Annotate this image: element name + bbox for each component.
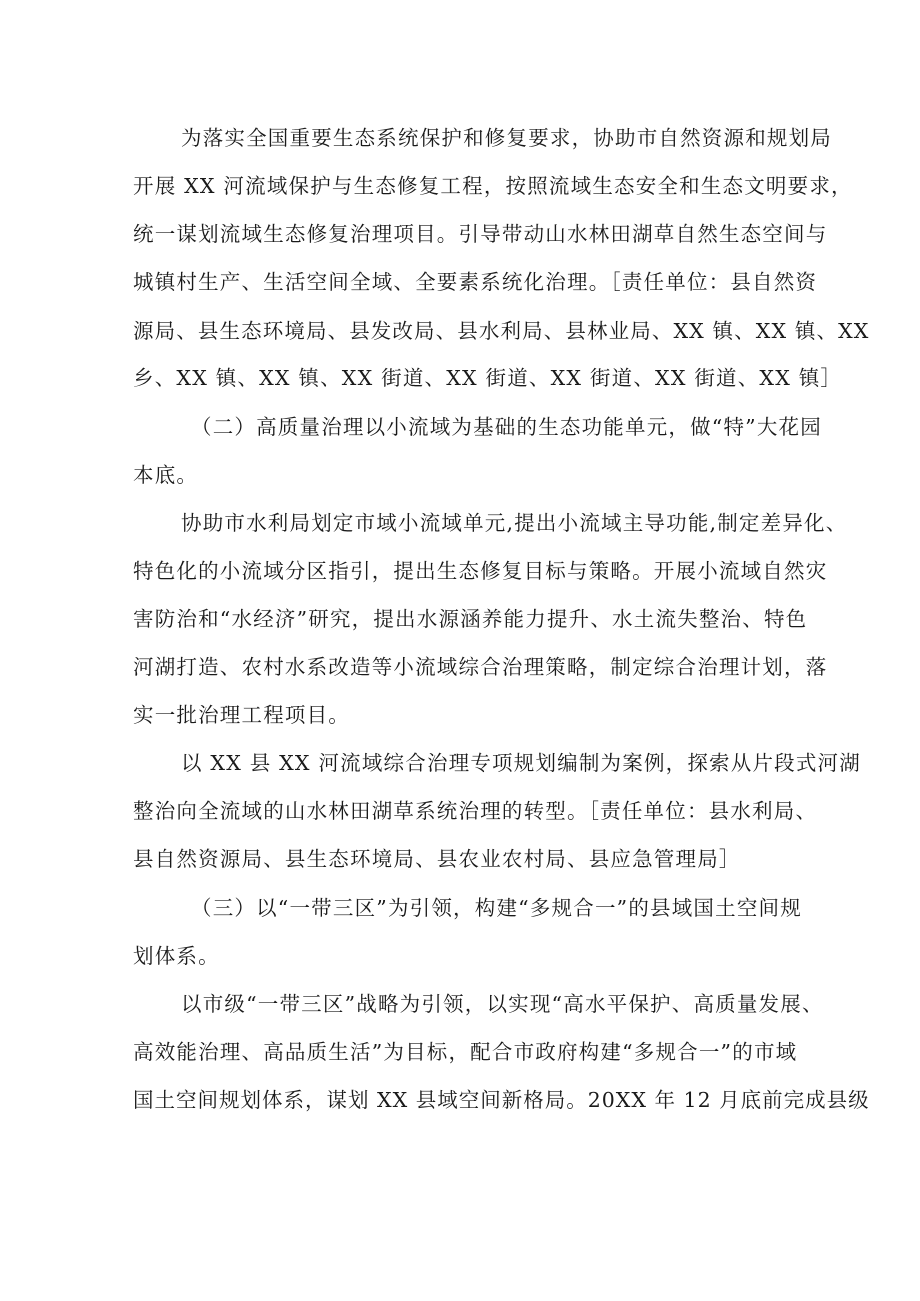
text-line: 特色化的小流域分区指引，提出生态修复目标与策略。开展小流域自然灾 [133,559,828,583]
text-line: 以 XX 县 XX 河流域综合治理专项规划编制为案例，探索从片段式河湖 [181,751,861,775]
text-line: 整治向全流域的山水林田湖草系统治理的转型。［责任单位：县水利局、 [133,799,818,823]
text-line: 害防治和“水经济”研究，提出水源涵养能力提升、水土流失整治、特色 [133,607,808,631]
section-heading-line: 本底。 [133,463,199,487]
text-line: 国土空间规划体系，谋划 XX 县域空间新格局。20XX 年 12 月底前完成县级 [133,1088,870,1112]
text-line: 实一批治理工程项目。 [133,703,350,727]
text-line: 高效能治理、高品质生活”为目标，配合市政府构建“多规合一”的市域 [133,1040,798,1064]
section-heading-line: 划体系。 [133,944,220,968]
text-line: 协助市水利局划定市域小流域单元,提出小流域主导功能,制定差异化、 [181,511,848,535]
text-line: 县自然资源局、县生态环境局、县农业农村局、县应急管理局］ [133,847,741,871]
text-line: 源局、县生态环境局、县发改局、县水利局、县林业局、XX 镇、XX 镇、XX [133,319,870,343]
text-line: 乡、XX 镇、XX 镇、XX 街道、XX 街道、XX 街道、XX 街道、XX 镇］ [133,366,843,390]
text-line: 河湖打造、农村水系改造等小流域综合治理策略，制定综合治理计划，落 [133,655,828,679]
text-line: 以市级“一带三区”战略为引领，以实现“高水平保护、高质量发展、 [181,992,824,1016]
text-line: 开展 XX 河流域保护与生态修复工程，按照流域生态安全和生态文明要求， [133,174,853,198]
text-line: 城镇村生产、生活空间全域、全要素系统化治理。［责任单位：县自然资 [133,270,818,294]
text-line: 为落实全国重要生态系统保护和修复要求，协助市自然资源和规划局 [181,126,832,150]
section-heading-line: （三）以“一带三区”为引领，构建“多规合一”的县域国土空间规 [191,896,802,920]
text-line: 统一谋划流域生态修复治理项目。引导带动山水林田湖草自然生态空间与 [133,222,828,246]
section-heading-line: （二）高质量治理以小流域为基础的生态功能单元，做“特”大花园 [191,415,822,439]
